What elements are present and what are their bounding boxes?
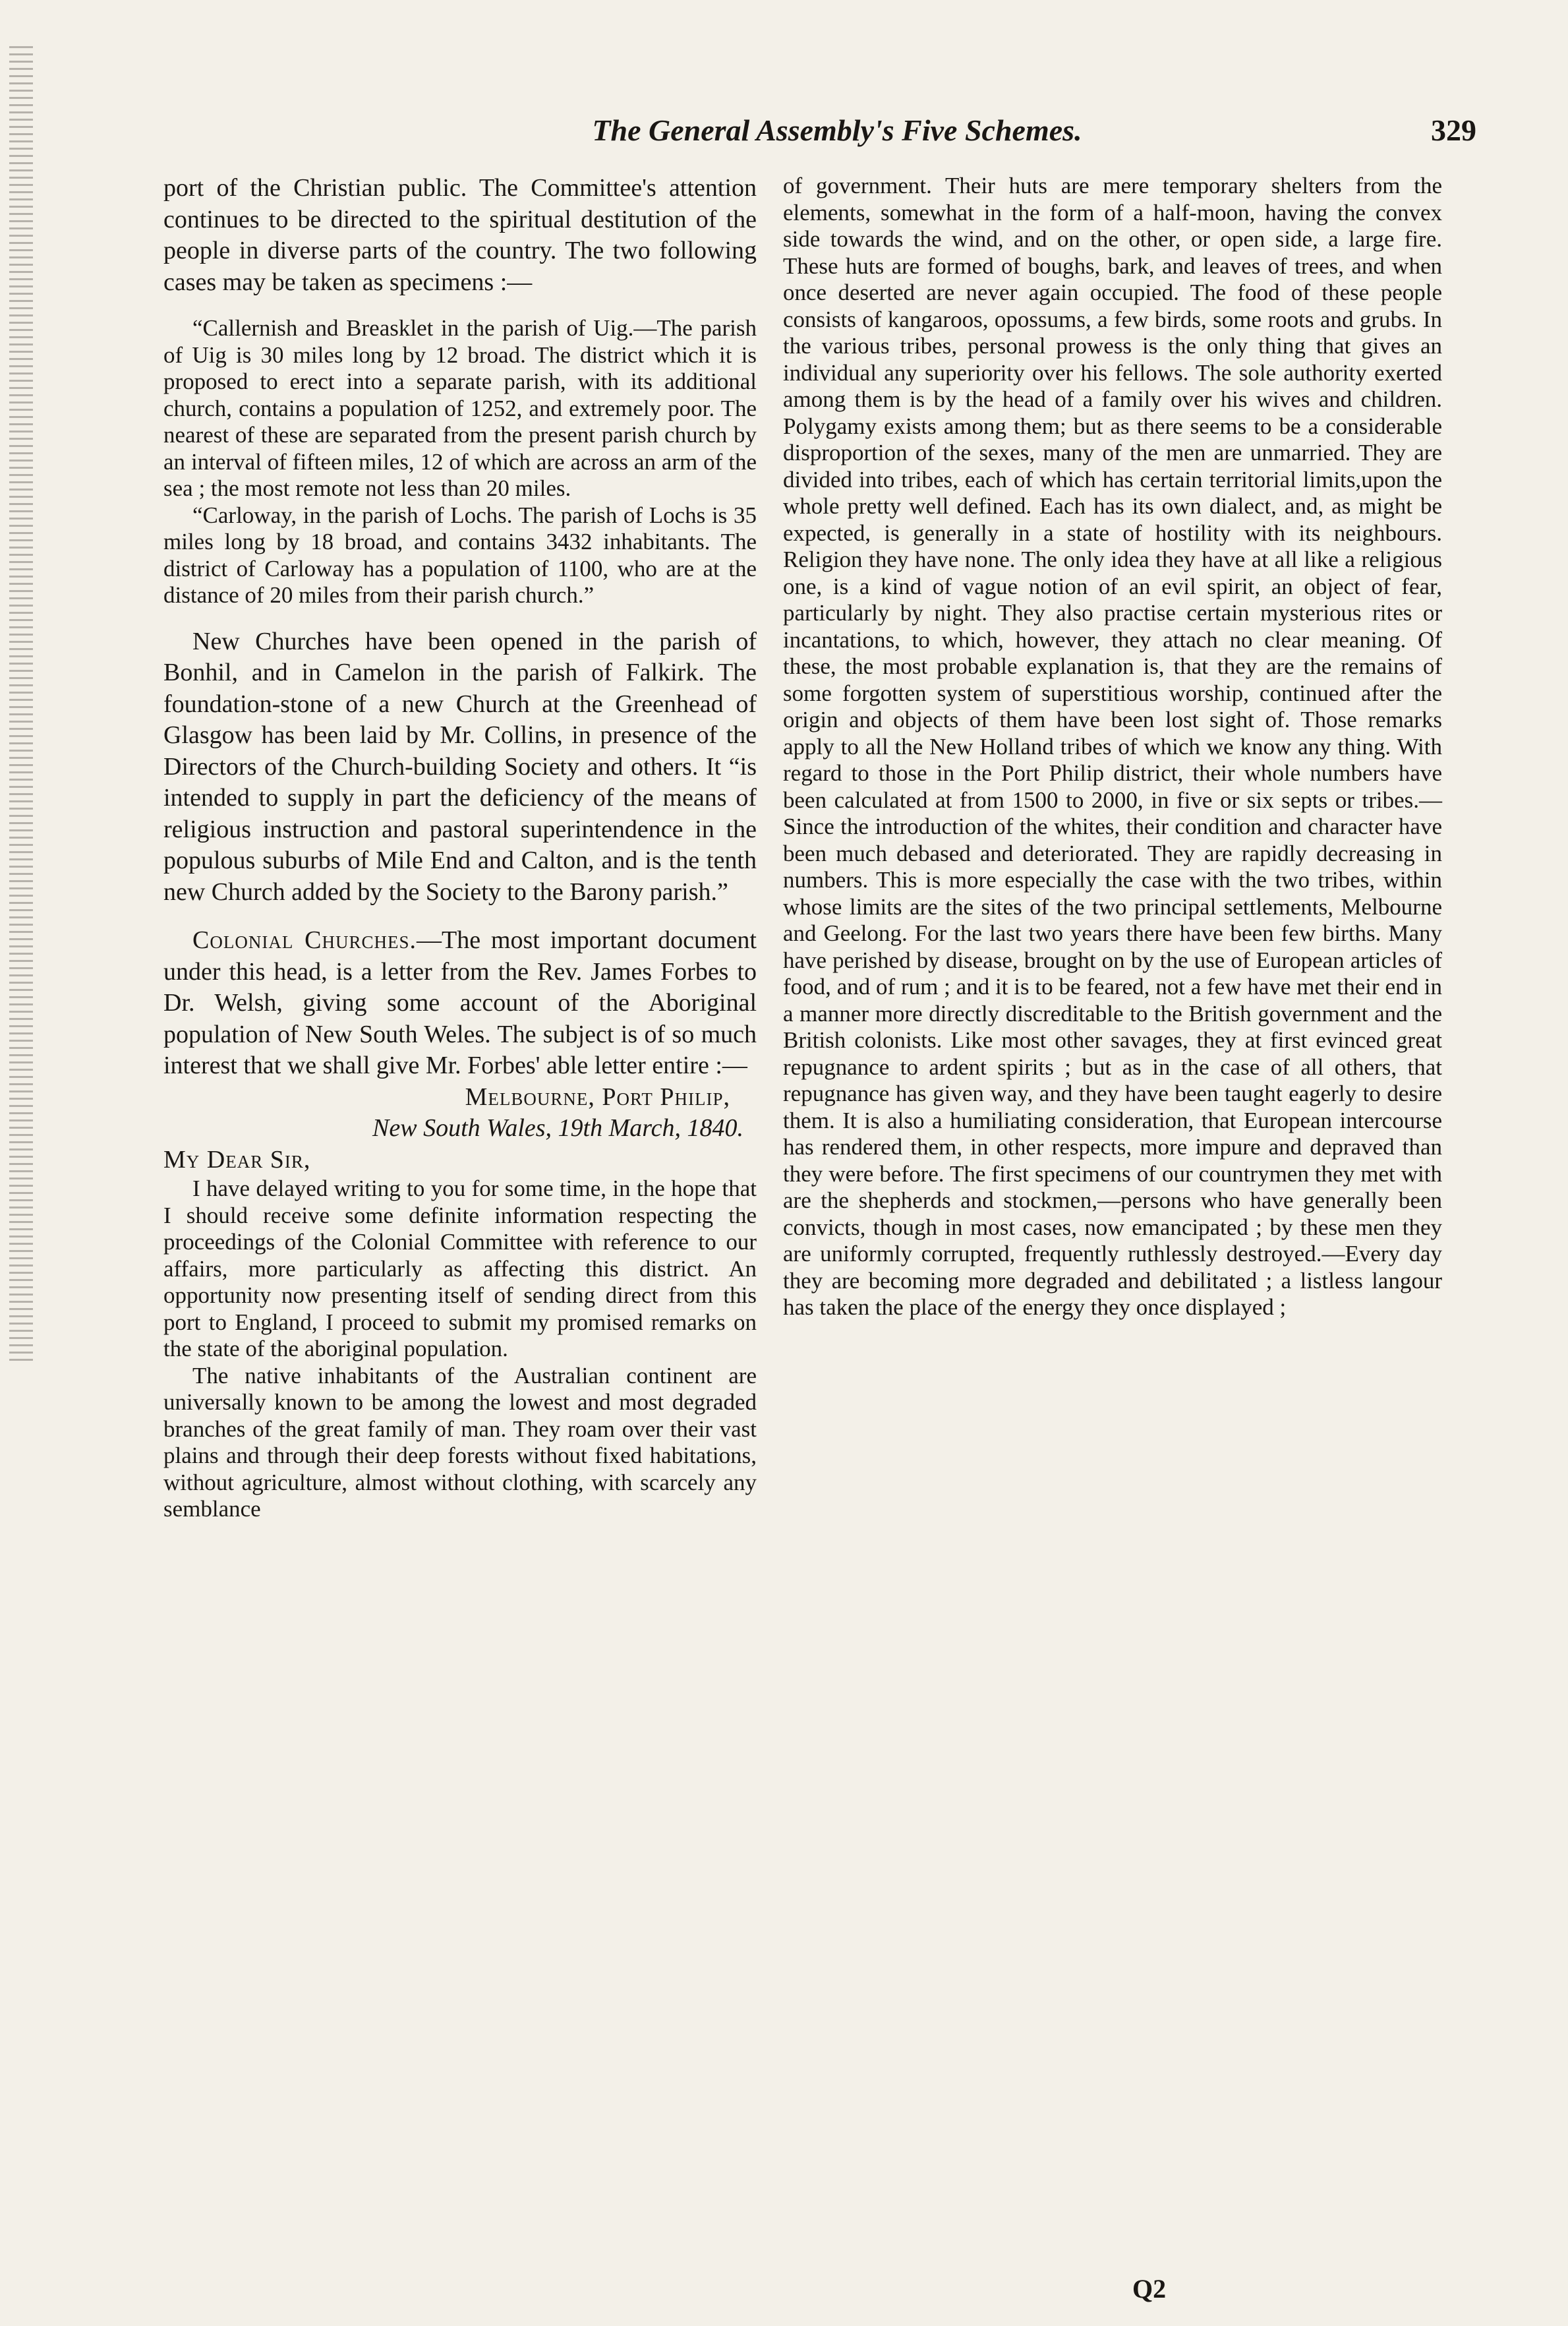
dateline-date: New South Wales, 19th March, 1840. bbox=[372, 1114, 743, 1142]
letter-paragraph: The native inhabitants of the Australian continent are universally known to be among the lowest and most degraded branches of the great family of man. They roam over their vast plains and through their deep forests without fixed habitations, without agriculture, almost without clothing, with scarcely any semblance bbox=[163, 1362, 757, 1522]
dateline-place: Melbourne, Port Philip, bbox=[465, 1083, 730, 1111]
paragraph-text: —The most important document under this head, is a letter from the Rev. James Forbes to Dr. Welsh, giving some account of the Aboriginal population of New South Weles. The subject is of so much interest that we shall give Mr. Forbes' able letter entire :— bbox=[163, 926, 757, 1079]
quotation: “Callernish and Breasklet in the parish of Uig.—The parish of Uig is 30 miles long by 12 broad. The district which it is proposed to erect into a separate parish, with its additional church, contains a population of 1252, and extremely poor. The nearest of these are separated from the present parish church by an interval of fifteen miles, 12 of which are across an arm of the sea ; the most remote not less than 20 miles. bbox=[163, 315, 757, 501]
paragraph: New Churches have been opened in the parish of Bonhil, and in Camelon in the parish of Falkirk. The foundation-stone of a new Church at the Greenhead of Glasgow has been laid by Mr. Collins, in presence of the Directors of the Church-building Society and others. It “is intended to supply in part the deficiency of the means of religious instruction and pastoral superintendence in the populous suburbs of Mile End and Calton, and is the tenth new Church added by the Society to the Barony parish.” bbox=[163, 627, 757, 906]
page-number: 329 bbox=[1431, 113, 1476, 147]
binding-edge bbox=[9, 46, 33, 1365]
salutation: My Dear Sir, bbox=[163, 1145, 311, 1174]
signature-mark: Q2 bbox=[1132, 2274, 1167, 2304]
page-header bbox=[165, 111, 1476, 157]
quotation: “Carloway, in the parish of Lochs. The parish of Lochs is 35 miles long by 18 broad, and contains 3432 inhabitants. The district of Carloway has a population of 1100, who are at the distance of 20 miles from their parish church.” bbox=[163, 502, 757, 608]
paragraph: port of the Christian public. The Committee's attention continues to be directed to the spiritual destitution of the people in diverse parts of the country. The two following cases may be taken as specimens :— bbox=[163, 174, 757, 296]
left-column bbox=[163, 173, 757, 1523]
right-column bbox=[783, 173, 1442, 1321]
letter-paragraph: of government. Their huts are mere temporary shelters from the elements, somewhat in the form of a half-moon, having the convex side towards the wind, and on the other, or open side, a large fire. These huts are formed of boughs, bark, and leaves of trees, and when once deserted are never again occupied. The food of these people consists of kangaroos, opossums, a few birds, some roots and grubs. In the various tribes, personal prowess is the only thing that gives an individual any superiority over his fellows. The sole authority exerted among them is by the head of a family over his wives and children. Polygamy exists among them; but as there seems to be a considerable disproportion of the sexes, many of the men are unmarried. They are divided into tribes, each of which has certain territorial limits,upon the whole pretty well defined. Each has its own dialect, and, as might be expected, is generally in a state of hostility with its neighbours. Religion they have none. The only idea they have at all like a religious one, is a kind of vague notion of an evil spirit, an object of fear, particularly by night. They also practise certain mysterious rites or incantations, to which, however, they attach no clear meaning. Of these, the most probable explanation is, that they are the remains of some forgotten system of superstitious worship, continued after the origin and objects of them have been lost sight of. Those remarks apply to all the New Holland tribes of which we know any thing. With regard to those in the Port Philip district, their whole numbers have been calculated at from 1500 to 2000, in five or six septs or tribes.—Since the introduction of the whites, their condition and character have been much debased and deteriorated. They are rapidly decreasing in numbers. This is more especially the case with the two tribes, within whose limits are the sites of the two principal settlements, Melbourne and Geelong. For the last two years there have been few births. Many have perished by disease, brought on by the use of European articles of food, and of rum ; and it is to be feared, not a few have met their end in a manner more directly discreditable to the British government and the British colonists. Like most other savages, they at first evinced great repugnance to ardent spirits ; but as in the case of all others, that repugnance has given way, and they have been taught eagerly to desire them. It is also a humiliating consideration, that European intercourse has rendered them, in other respects, more impure and depraved than they were before. The first specimens of our countrymen they met with are the shepherds and stockmen,—persons who have generally been convicts, though in most cases, now emancipated ; by these men they are uniformly corrupted, frequently ruthlessly destroyed.—Every day they are becoming more degraded and debilitated ; a listless langour has taken the place of the energy they once displayed ; bbox=[783, 173, 1442, 1320]
paragraph bbox=[163, 925, 757, 1082]
letter-paragraph: I have delayed writing to you for some time, in the hope that I should receive some definite information respecting the proceedings of the Colonial Committee with reference to our affairs, more particularly as affecting this district. An opportunity now presenting itself of sending direct from this port to England, I proceed to submit my promised remarks on the state of the aboriginal population. bbox=[163, 1176, 757, 1361]
section-heading: Colonial Churches. bbox=[192, 926, 417, 954]
running-head: The General Assembly's Five Schemes. bbox=[592, 113, 1082, 147]
